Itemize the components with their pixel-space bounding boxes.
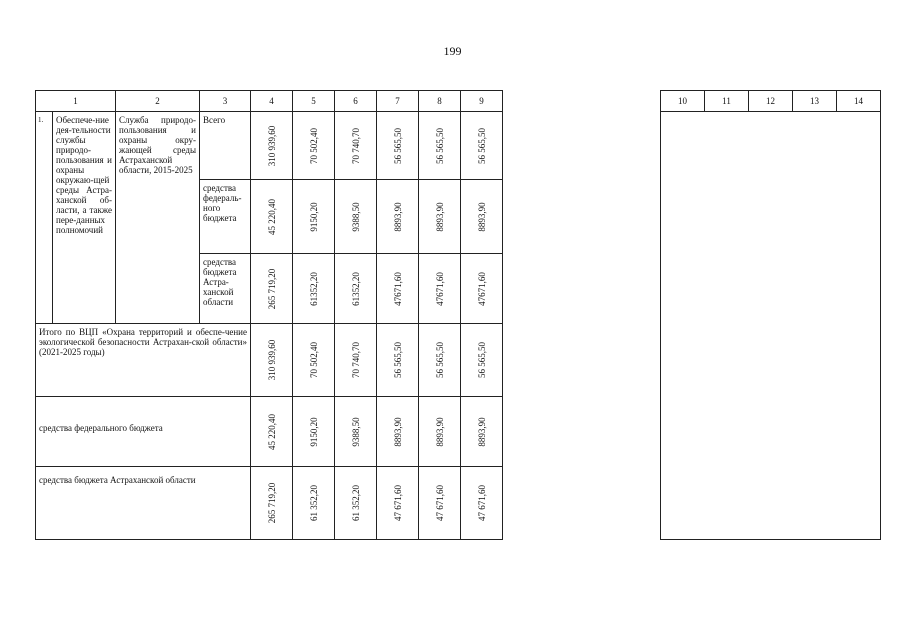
source-cell: Всего xyxy=(200,112,251,180)
header-cell: 7 xyxy=(377,91,419,112)
value-cell: 61352,20 xyxy=(293,254,335,324)
header-cell: 10 xyxy=(661,91,705,112)
total-label: Итого по ВЦП «Охрана территорий и обеспе-чение экологической безопасности Астрахан-ской области» (2021-2025 годы) xyxy=(36,324,251,397)
value-cell: 45 220,40 xyxy=(251,397,293,467)
value-cell: 9388,50 xyxy=(335,397,377,467)
value-cell: 8893,90 xyxy=(419,397,461,467)
executor-cell: Служба природо-пользования и охраны окру-жающей среды Астраханской области, 2015-2025 xyxy=(116,112,200,324)
header-cell xyxy=(503,91,661,112)
row-number: 1. xyxy=(36,112,53,324)
value-cell: 70 740,70 xyxy=(335,112,377,180)
value-cell: 9388,50 xyxy=(335,180,377,254)
header-row xyxy=(36,91,881,112)
value-cell: 265 719,20 xyxy=(251,254,293,324)
value-cell: 47 671,60 xyxy=(461,467,503,540)
value-cell: 56 565,50 xyxy=(419,324,461,397)
value-cell: 47671,60 xyxy=(419,254,461,324)
empty-area xyxy=(661,112,881,540)
spacer-cell xyxy=(503,112,661,540)
header-cell: 11 xyxy=(705,91,749,112)
value-cell: 56 565,50 xyxy=(419,112,461,180)
table-row xyxy=(36,112,881,180)
value-cell: 9150,20 xyxy=(293,397,335,467)
value-cell: 9150,20 xyxy=(293,180,335,254)
header-cell: 5 xyxy=(293,91,335,112)
value-cell: 45 220,40 xyxy=(251,180,293,254)
header-cell: 13 xyxy=(793,91,837,112)
value-cell: 47671,60 xyxy=(377,254,419,324)
header-cell: 3 xyxy=(200,91,251,112)
value-cell: 310 939,60 xyxy=(251,112,293,180)
value-cell: 56 565,50 xyxy=(377,324,419,397)
value-cell: 265 719,20 xyxy=(251,467,293,540)
value-cell: 8893,90 xyxy=(461,397,503,467)
value-cell: 310 939,60 xyxy=(251,324,293,397)
header-cell: 2 xyxy=(116,91,200,112)
source-cell: средства федераль-ного бюджета xyxy=(200,180,251,254)
activity-cell: Обеспече-ние дея-тельности службы природо-пользования и охраны окружаю-щей среды Астра-ханской об-ласти, а также пере-данных полномочий xyxy=(53,112,116,324)
value-cell: 47671,60 xyxy=(461,254,503,324)
value-cell: 56 565,50 xyxy=(461,112,503,180)
header-cell: 1 xyxy=(36,91,116,112)
header-cell: 4 xyxy=(251,91,293,112)
value-cell: 47 671,60 xyxy=(419,467,461,540)
budget-table xyxy=(35,90,881,540)
value-cell: 70 740,70 xyxy=(335,324,377,397)
value-cell: 70 502,40 xyxy=(293,324,335,397)
value-cell: 8893,90 xyxy=(419,180,461,254)
source-cell: средства бюджета Астра-ханской области xyxy=(200,254,251,324)
value-cell: 8893,90 xyxy=(461,180,503,254)
page-number: 199 xyxy=(443,44,462,58)
value-cell: 61 352,20 xyxy=(293,467,335,540)
value-cell: 56 565,50 xyxy=(461,324,503,397)
value-cell: 70 502,40 xyxy=(293,112,335,180)
header-cell: 12 xyxy=(749,91,793,112)
header-cell: 6 xyxy=(335,91,377,112)
value-cell: 56 565,50 xyxy=(377,112,419,180)
total-label: средства бюджета Астраханской области xyxy=(36,467,251,540)
total-label: средства федерального бюджета xyxy=(36,397,251,467)
value-cell: 8893,90 xyxy=(377,397,419,467)
header-cell: 14 xyxy=(837,91,881,112)
value-cell: 61 352,20 xyxy=(335,467,377,540)
header-cell: 9 xyxy=(461,91,503,112)
value-cell: 8893,90 xyxy=(377,180,419,254)
value-cell: 61352,20 xyxy=(335,254,377,324)
header-cell: 8 xyxy=(419,91,461,112)
value-cell: 47 671,60 xyxy=(377,467,419,540)
